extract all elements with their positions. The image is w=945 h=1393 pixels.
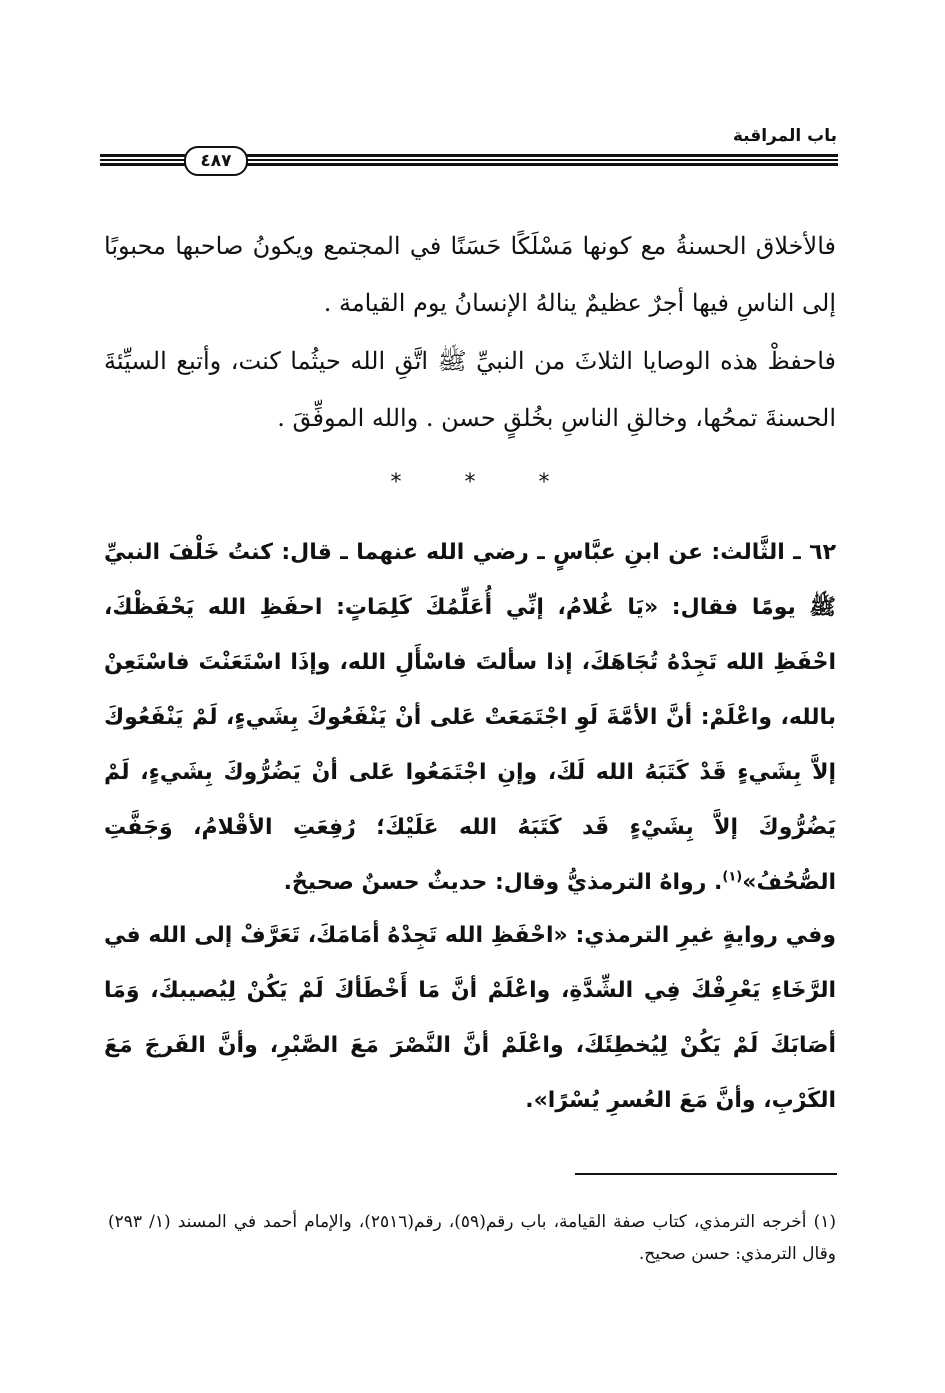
hadith-62 xyxy=(104,525,836,910)
footnote-number: (١) xyxy=(813,1212,836,1232)
hadith-62-other-narration: وفي روايةٍ غيرِ الترمذي: «احْفَظِ الله تَجِدْهُ أمَامَكَ، تَعَرَّفْ إلى الله في الرَّخَاءِ يَعْرِفْكَ فِي الشِّدَّةِ، واعْلَمْ أنَّ مَا أَخْطَأكَ لَمْ يَكُنْ لِيُصيبكَ، وَمَا أصَابَكَ لَمْ يَكُنْ لِيُخطِئَكَ، واعْلَمْ أنَّ النَّصْرَ مَعَ الصَّبْرِ، وأنَّ الفَرجَ مَعَ الكَرْبِ، وأنَّ مَعَ العُسرِ يُسْرًا». xyxy=(104,923,836,1113)
paragraph-advice: فاحفظْ هذه الوصايا الثلاثَ من النبيِّ ﷺ اتَّقِ الله حيثُما كنت، وأتبع السيِّئةَ الحسنةَ تمحُها، وخالقِ الناسِ بخُلقٍ حسن . والله الموفِّقَ . xyxy=(104,347,836,432)
paragraph-morals: فالأخلاق الحسنةُ مع كونها مَسْلَكًا حَسَنًا في المجتمع ويكونُ صاحبها محبوبًا إلى الناسِ فيها أجرٌ عظيمٌ ينالهُ الإنسانُ يوم القيامة . xyxy=(104,232,836,317)
running-title: باب المراقبة xyxy=(732,126,837,146)
header-rule xyxy=(100,146,838,174)
page-number: ٤٨٧ xyxy=(184,146,248,176)
footnote-rule xyxy=(575,1173,837,1175)
footnote-marker: (١) xyxy=(722,869,743,885)
hadith-62-text: ٦٢ ـ الثَّالث: عن ابنِ عبَّاسٍ ـ رضي الله عنهما ـ قال: كنتُ خَلْفَ النبيِّ ﷺ يومًا فقال: «يَا غُلامُ، إنِّي أُعَلِّمُكَ كَلِمَاتٍ: احفَظِ الله يَحْفَظْكَ، احْفَظِ الله تَجِدْهُ تُجَاهَكَ، إذا سألتَ فاسْأَلِ الله، وإذَا اسْتَعَنْتَ فاسْتَعِنْ بالله، واعْلَمْ: أنَّ الأمَّةَ لَوِ اجْتَمَعَتْ عَلى أنْ يَنْفَعُوكَ بِشَيءٍ، لَمْ يَنْفَعُوكَ إلاَّ بِشَيءٍ قَدْ كَتَبَهُ الله لَكَ، وإنِ اجْتَمَعُوا عَلى أنْ يَضُرُّوكَ بِشَيءٍ، لَمْ يَضُرُّوكَ إلاَّ بِشَيْءٍ قَد كَتَبَهُ الله عَلَيْكَ؛ رُفِعَتِ الأقْلامُ، وَجَفَّتِ الصُّحُفُ» xyxy=(104,540,836,895)
section-separator: * * * xyxy=(390,470,550,495)
hadith-62-grading: . رواهُ الترمذيُّ وقال: حديثٌ حسنٌ صحيحٌ. xyxy=(283,870,723,895)
footnote-text: أخرجه الترمذي، كتاب صفة القيامة، باب رقم(٥٩)، رقم(٢٥١٦)، والإمام أحمد في المسند (١/ ٢٩٣) وقال الترمذي: حسن صحيح. xyxy=(108,1212,836,1264)
footnote-1 xyxy=(108,1206,836,1270)
